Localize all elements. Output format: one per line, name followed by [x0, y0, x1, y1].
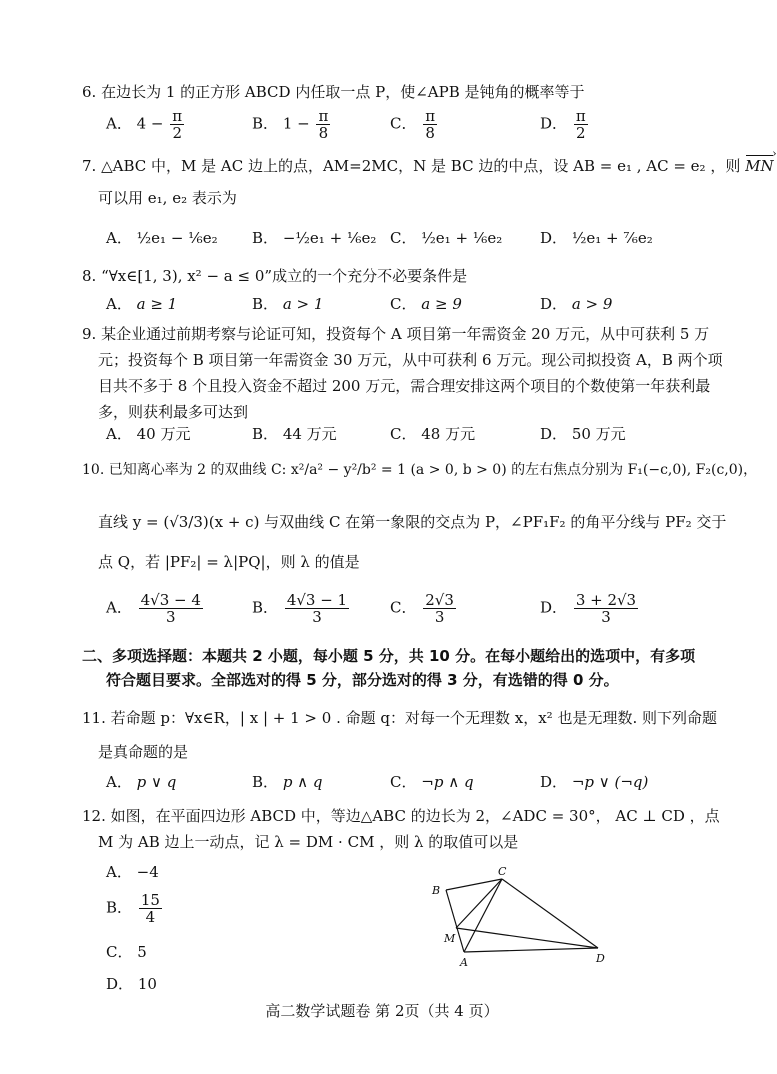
option-label: D． — [540, 295, 568, 313]
q10-option-a — [106, 592, 205, 625]
q9-option-c — [390, 424, 475, 444]
q6-stem: 6. 在边长为 1 的正方形 ABCD 内任取一点 P，使∠APB 是钝角的概率等于 — [82, 83, 585, 101]
option-label: B． — [252, 229, 279, 247]
q8-option-d — [540, 294, 612, 314]
q7-vector-mn: MN › — [745, 156, 773, 176]
vertex-label-b: B — [432, 884, 441, 897]
option-text: 48 万元 — [421, 425, 476, 443]
q7-vector-defs: AB = e₁ , AC = e₂ ，则 — [573, 157, 741, 175]
segment-md — [456, 928, 598, 948]
q11-stem: 11. 若命题 p：∀x∈R，| x | + 1 > 0 . 命题 q：对每一个无理数 x，x² 也是无理数. 则下列命题 — [82, 709, 717, 727]
option-text: a ≥ 9 — [421, 295, 462, 313]
option-label: D． — [540, 773, 568, 791]
option-num: 4√3 − 1 — [286, 591, 348, 609]
option-text: ½e₁ + ⅙e₂ — [421, 229, 503, 247]
option-den: 8 — [318, 124, 329, 142]
option-label: C． — [390, 425, 417, 443]
q10-option-b — [252, 592, 351, 625]
option-label: C． — [390, 114, 417, 133]
option-label: A． — [106, 598, 132, 617]
option-den: 2 — [172, 124, 182, 142]
option-label: B． — [106, 898, 133, 917]
q7-option-a — [106, 228, 218, 248]
vertex-label-m: M — [444, 932, 456, 945]
option-text: 10 — [137, 975, 157, 993]
option-text: −4 — [136, 863, 159, 881]
quadrilateral-figure — [420, 862, 620, 972]
q7-line2: 可以用 e₁, e₂ 表示为 — [98, 189, 237, 207]
q10-option-c — [390, 592, 458, 625]
q12-option-a — [106, 862, 159, 882]
option-label: A． — [106, 295, 132, 313]
q7-stem — [82, 156, 774, 176]
q12-stem: 12. 如图，在平面四边形 ABCD 中，等边△ABC 的边长为 2，∠ADC = 30°， AC ⊥ CD ，点 — [82, 807, 720, 825]
option-label: D． — [540, 229, 568, 247]
q12-option-b — [106, 892, 164, 925]
option-pre: 4 − — [136, 114, 164, 133]
q10-line3: 点 Q，若 |PF₂| = λ|PQ|，则 λ 的值是 — [98, 553, 360, 571]
option-text: ½e₁ + ⁷⁄₆e₂ — [571, 229, 653, 247]
q10-option-d — [540, 592, 640, 625]
option-label: B． — [252, 773, 279, 791]
option-label: A． — [106, 425, 132, 443]
option-text: 50 万元 — [571, 425, 626, 443]
q11-option-b — [252, 772, 323, 792]
option-text: p ∨ q — [136, 773, 177, 791]
section2-heading: 二、多项选择题：本题共 2 小题，每小题 5 分，共 10 分。在每小题给出的选项中，有多项 — [82, 647, 696, 665]
option-den: 3 — [601, 608, 611, 626]
section2-heading-cont: 符合题目要求。全部选对的得 5 分，部分选对的得 3 分，有选错的得 0 分。 — [106, 671, 619, 689]
option-label: B． — [252, 295, 279, 313]
option-label: C． — [390, 295, 417, 313]
option-text: 44 万元 — [282, 425, 337, 443]
vertex-label-d: D — [596, 952, 605, 965]
option-text: ½e₁ − ⅙e₂ — [136, 229, 218, 247]
option-label: C． — [390, 773, 417, 791]
vertex-label-a: A — [460, 956, 468, 969]
q9-line1: 9. 某企业通过前期考察与论证可知，投资每个 A 项目第一年需资金 20 万元，从中可获利 5 万 — [82, 325, 710, 343]
q8-option-b — [252, 294, 323, 314]
option-num: π — [575, 107, 586, 125]
edge-ca — [464, 879, 502, 952]
q10-line2: 直线 y = (√3/3)(x + c) 与双曲线 C 在第一象限的交点为 P，∠PF₁F₂ 的角平分线与 PF₂ 交于 — [98, 513, 727, 531]
option-den: 2 — [575, 124, 586, 142]
option-label: A． — [106, 863, 132, 881]
q9-line3: 目共不多于 8 个且投入资金不超过 200 万元，需合理安排这两个项目的个数使第一年获利最 — [98, 377, 711, 395]
option-label: A． — [106, 229, 132, 247]
option-num: 2√3 — [425, 591, 454, 609]
q10-stem: 10. 已知离心率为 2 的双曲线 C: x²/a² − y²/b² = 1 (a > 0, b > 0) 的左右焦点分别为 F₁(−c,0), F₂(c,0)， — [82, 462, 758, 478]
option-den: 3 — [312, 608, 322, 626]
option-label: A． — [106, 773, 132, 791]
option-text: 40 万元 — [136, 425, 191, 443]
page-footer: 高二数学试题卷 第 2页（共 4 页） — [265, 1002, 499, 1020]
option-label: C． — [390, 598, 417, 617]
option-label: B． — [252, 114, 279, 133]
q8-stem: 8. “∀x∈[1, 3), x² − a ≤ 0”成立的一个充分不必要条件是 — [82, 267, 468, 285]
q11-line2: 是真命题的是 — [98, 743, 189, 761]
option-label: B． — [252, 425, 279, 443]
option-label: D． — [540, 114, 568, 133]
q7-stem-text: 7. △ABC 中，M 是 AC 边上的点，AM=2MC，N 是 BC 边的中点，设 — [82, 157, 569, 175]
option-label: C． — [106, 943, 133, 961]
option-label: B． — [252, 598, 279, 617]
q6-option-a — [106, 108, 186, 141]
option-num: π — [318, 107, 329, 125]
option-den: 8 — [425, 124, 435, 142]
q6-option-d — [540, 108, 590, 141]
option-num: 3 + 2√3 — [575, 591, 637, 609]
option-text: ¬p ∧ q — [421, 773, 474, 791]
option-label: A． — [106, 114, 132, 133]
q6-option-b — [252, 108, 332, 141]
option-num: 4√3 − 4 — [140, 591, 201, 609]
option-text: a ≥ 1 — [136, 295, 178, 313]
option-label: D． — [540, 598, 568, 617]
option-num: 15 — [140, 891, 160, 909]
option-text: a > 1 — [282, 295, 324, 313]
q7-option-b — [252, 228, 376, 248]
option-label: C． — [390, 229, 417, 247]
q6-option-c — [390, 108, 439, 141]
q11-option-c — [390, 772, 474, 792]
option-text: −½e₁ + ⅙e₂ — [282, 229, 377, 247]
option-label: D． — [106, 975, 134, 993]
option-den: 4 — [145, 908, 156, 926]
option-label: D． — [540, 425, 568, 443]
q12-option-d — [106, 974, 157, 994]
option-text: 5 — [137, 943, 147, 961]
option-pre: 1 − — [282, 114, 310, 133]
option-num: π — [172, 107, 183, 125]
q11-option-d — [540, 772, 648, 792]
q9-line4: 多，则获利最多可达到 — [98, 403, 249, 421]
option-text: a > 9 — [571, 295, 613, 313]
q9-option-a — [106, 424, 190, 444]
edge-cd — [502, 879, 598, 948]
edge-ad — [464, 948, 598, 952]
q11-option-a — [106, 772, 176, 792]
option-den: 3 — [434, 608, 445, 626]
vertex-label-c: C — [498, 865, 507, 878]
q7-option-c — [390, 228, 502, 248]
option-text: p ∧ q — [282, 773, 323, 791]
q7-option-d — [540, 228, 653, 248]
q9-line2: 元；投资每个 B 项目第一年需资金 30 万元，从中可获利 6 万元。现公司拟投资 A，B 两个项 — [98, 351, 723, 369]
q9-option-b — [252, 424, 337, 444]
q9-option-d — [540, 424, 626, 444]
option-text: ¬p ∨ (¬q) — [571, 773, 649, 791]
q12-option-c — [106, 942, 147, 962]
q12-line2: M 为 AB 边上一动点，记 λ = DM · CM ，则 λ 的取值可以是 — [98, 833, 519, 851]
q8-option-c — [390, 294, 462, 314]
option-num: π — [425, 107, 436, 125]
option-den: 3 — [166, 608, 176, 626]
q8-option-a — [106, 294, 177, 314]
